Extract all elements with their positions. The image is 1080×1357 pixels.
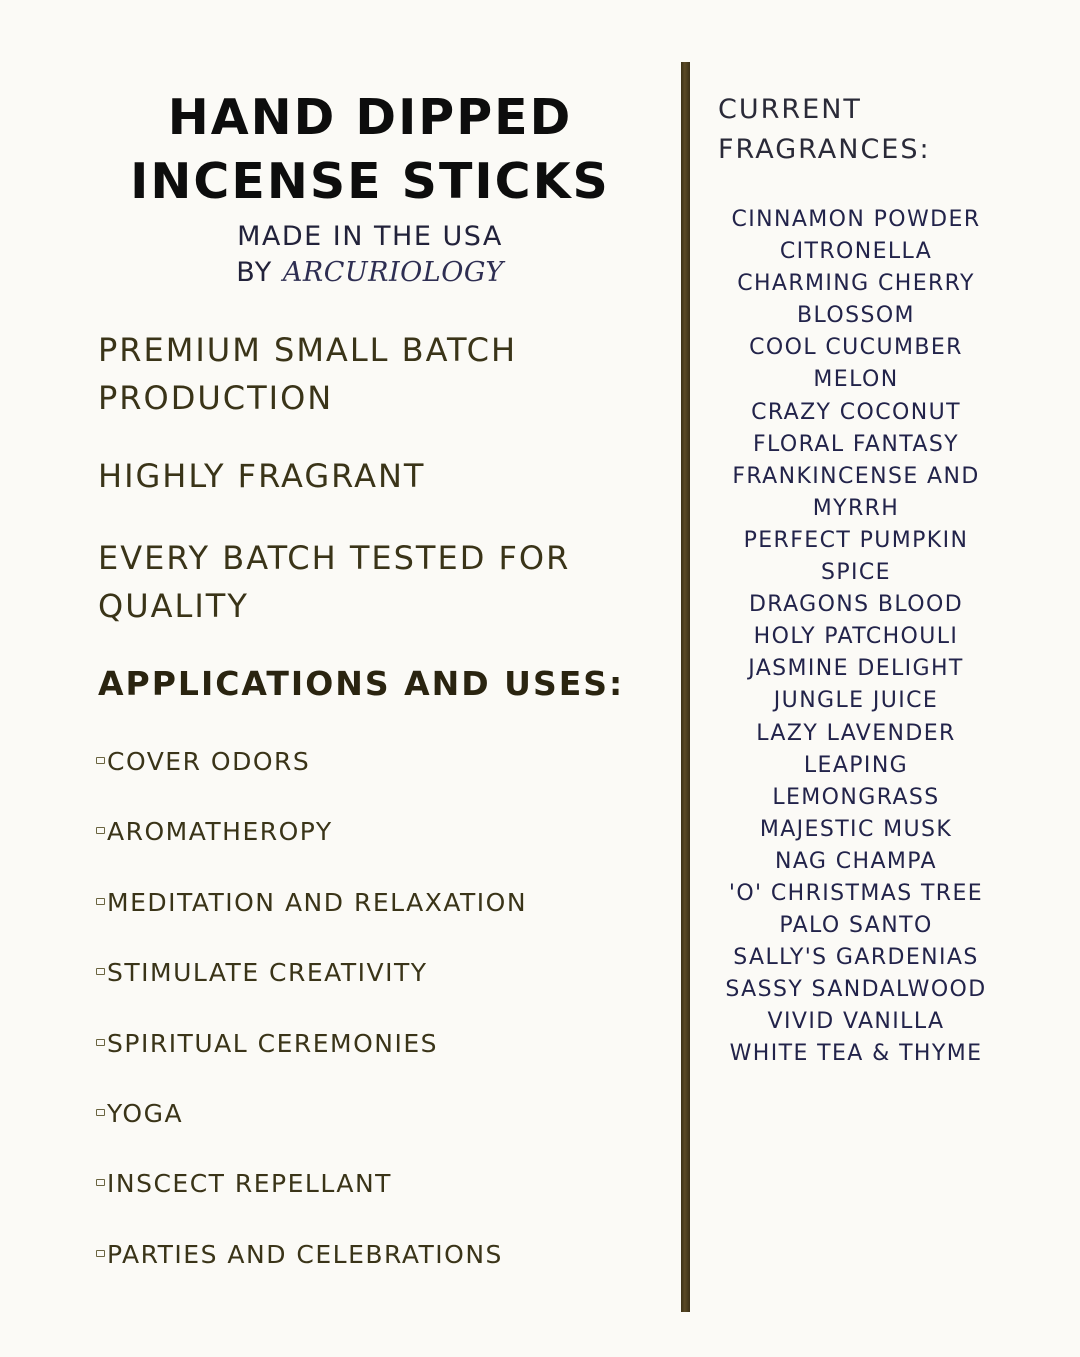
small-square-icon <box>96 827 105 834</box>
list-item: SPICE <box>821 560 891 586</box>
list-item: STIMULATE CREATIVITY <box>96 953 656 1023</box>
list-item: COOL CUCUMBER <box>749 335 963 361</box>
applications-heading: APPLICATIONS AND USES: <box>98 664 625 703</box>
list-item: JASMINE DELIGHT <box>748 656 964 682</box>
fragrance-list <box>710 204 1002 1071</box>
list-item: YOGA <box>96 1094 656 1164</box>
small-square-icon <box>96 1109 105 1116</box>
small-square-icon <box>96 757 105 764</box>
list-item: MYRRH <box>812 495 900 521</box>
list-item: INSCECT REPELLANT <box>96 1164 656 1234</box>
small-square-icon <box>96 1250 105 1257</box>
small-square-icon <box>96 1039 105 1046</box>
list-item: DRAGONS BLOOD <box>748 592 964 618</box>
list-item: SPIRITUAL CEREMONIES <box>96 1024 656 1094</box>
list-item: BLOSSOM <box>797 303 915 329</box>
list-item: 'O' CHRISTMAS TREE <box>728 880 984 906</box>
list-item: HOLY PATCHOULI <box>753 624 959 650</box>
applications-list <box>96 742 656 1305</box>
list-item: MAJESTIC MUSK <box>759 816 953 842</box>
list-item: CINNAMON POWDER <box>731 207 981 232</box>
list-item: PALO SANTO <box>779 913 933 939</box>
byline-prefix: BY <box>236 257 273 288</box>
feature-small-batch: PREMIUM SMALL BATCH PRODUCTION <box>98 331 518 417</box>
byline <box>100 256 640 290</box>
title-line-2: INCENSE STICKS <box>130 153 610 210</box>
list-item: CITRONELLA <box>779 239 933 265</box>
made-in-usa-text: MADE IN THE USA <box>237 221 503 252</box>
list-item: SASSY SANDALWOOD <box>725 977 987 1003</box>
list-item: LEAPING <box>803 752 909 778</box>
list-item: JUNGLE JUICE <box>773 688 939 714</box>
list-item: MEDITATION AND RELAXATION <box>96 883 656 953</box>
list-item: SALLY'S GARDENIAS <box>733 945 979 971</box>
feature-highly-fragrant: HIGHLY FRAGRANT <box>98 457 426 495</box>
page-title <box>100 86 640 214</box>
list-item: CRAZY COCONUT <box>751 399 961 425</box>
list-item: COVER ODORS <box>96 742 656 812</box>
title-line-1: HAND DIPPED <box>167 89 573 146</box>
right-column <box>700 0 1080 1357</box>
small-square-icon <box>96 898 105 905</box>
list-item: FLORAL FANTASY <box>752 431 960 457</box>
feature-tested-quality: EVERY BATCH TESTED FOR QUALITY <box>98 539 571 625</box>
fragrances-heading: CURRENT FRAGRANCES: <box>718 94 931 165</box>
list-item: PERFECT PUMPKIN <box>743 527 969 553</box>
list-item: WHITE TEA & THYME <box>729 1041 983 1067</box>
list-item: LEMONGRASS <box>772 784 940 810</box>
list-item: LAZY LAVENDER <box>756 720 956 746</box>
list-item: CHARMING CHERRY <box>737 271 975 297</box>
small-square-icon <box>96 968 105 975</box>
list-item: VIVID VANILLA <box>767 1009 945 1035</box>
small-square-icon <box>96 1179 105 1186</box>
list-item: NAG CHAMPA <box>774 848 937 874</box>
list-item: PARTIES AND CELEBRATIONS <box>96 1235 656 1305</box>
list-item: MELON <box>813 367 899 393</box>
list-item: AROMATHEROPY <box>96 812 656 882</box>
list-item: FRANKINCENSE AND <box>732 463 980 489</box>
brand-name: ARCURIOLOGY <box>282 257 504 288</box>
vertical-divider <box>681 62 690 1312</box>
